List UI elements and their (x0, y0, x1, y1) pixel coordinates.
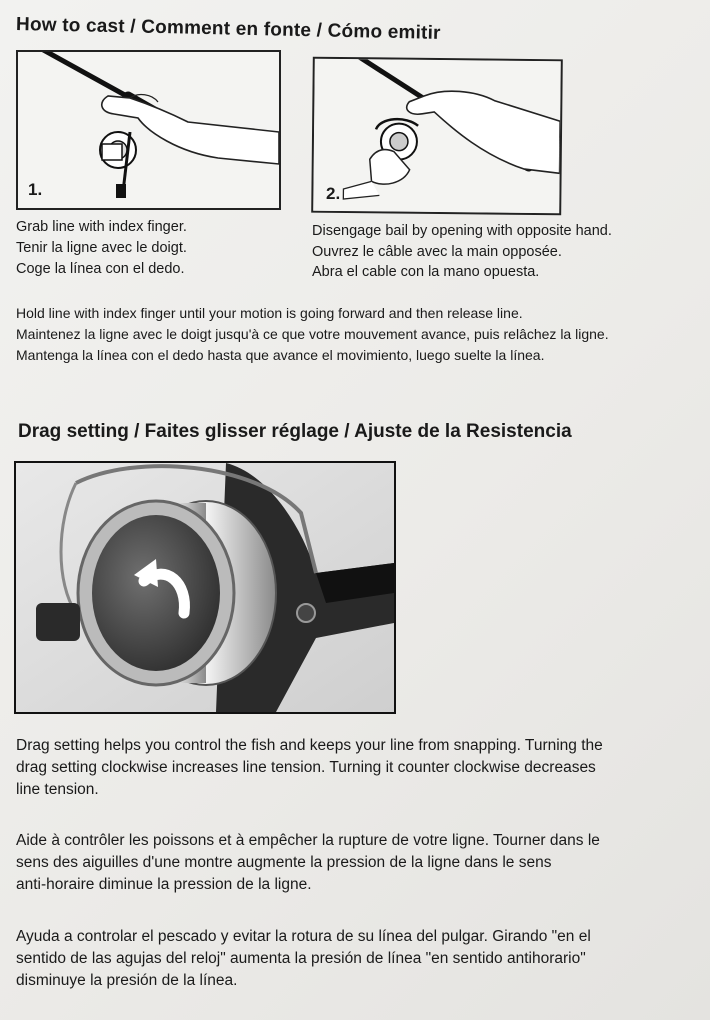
cast-step-1-illustration (16, 50, 281, 210)
drag-paragraph-fr (16, 830, 700, 896)
drag-en-line-1: Drag setting helps you control the fish and keeps your line from snapping. Turning the (16, 737, 603, 754)
step-1-caption-es: Coge la línea con el dedo. (16, 261, 185, 277)
step-2-caption-fr: Ouvrez le câble avec la main opposée. (312, 244, 562, 260)
drag-es-line-2: sentido de las agujas del reloj" aumenta la presión de línea "en sentido antihorario" (16, 950, 586, 967)
step-1-number: 1. (28, 180, 43, 199)
step-2-caption-en: Disengage bail by opening with opposite hand. (312, 223, 612, 239)
drag-heading: Drag setting / Faites glisser réglage / Ajuste de la Resistencia (18, 421, 572, 442)
release-line-fr: Maintenez la ligne avec le doigt jusqu'à ce que votre mouvement avance, puis relâchez la ligne. (16, 326, 609, 342)
drag-es-line-1: Ayuda a controlar el pescado y evitar la rotura de su línea del pulgar. Girando "en el (16, 928, 591, 945)
cast-heading: How to cast / Comment en fonte / Cómo emitir (15, 14, 441, 44)
drag-es-line-3: disminuye la presión de la línea. (16, 972, 238, 989)
drag-fr-line-2: sens des aiguilles d'une montre augmente la pression de la ligne dans le sens (16, 854, 552, 871)
release-line-en: Hold line with index finger until your motion is going forward and then release line. (16, 305, 523, 321)
drag-en-line-2: drag setting clockwise increases line tension. Turning it counter clockwise decreases (16, 759, 596, 776)
cast-step-2-illustration (311, 57, 563, 216)
release-line-es: Mantenga la línea con el dedo hasta que avance el movimiento, luego suelte la línea. (16, 347, 545, 363)
drag-paragraph-en (16, 735, 700, 801)
hand-grabbing-line-drawing (18, 52, 279, 208)
drag-paragraph-es (16, 926, 700, 992)
drag-fr-line-3: anti-horaire diminue la pression de la ligne. (16, 876, 312, 893)
reel-drag-photo (14, 461, 396, 714)
drag-fr-line-1: Aide à contrôler les poissons et à empêcher la rupture de votre ligne. Tourner dans le (16, 832, 600, 849)
hand-opening-bail-drawing (313, 59, 561, 214)
step-1-caption-en: Grab line with index finger. (16, 219, 187, 235)
step-2-caption-es: Abra el cable con la mano opuesta. (312, 264, 540, 280)
step-1-caption-fr: Tenir la ligne avec le doigt. (16, 240, 187, 256)
reel-drag-knob-image (16, 463, 394, 712)
drag-en-line-3: line tension. (16, 781, 99, 798)
step-2-number: 2. (326, 184, 341, 203)
